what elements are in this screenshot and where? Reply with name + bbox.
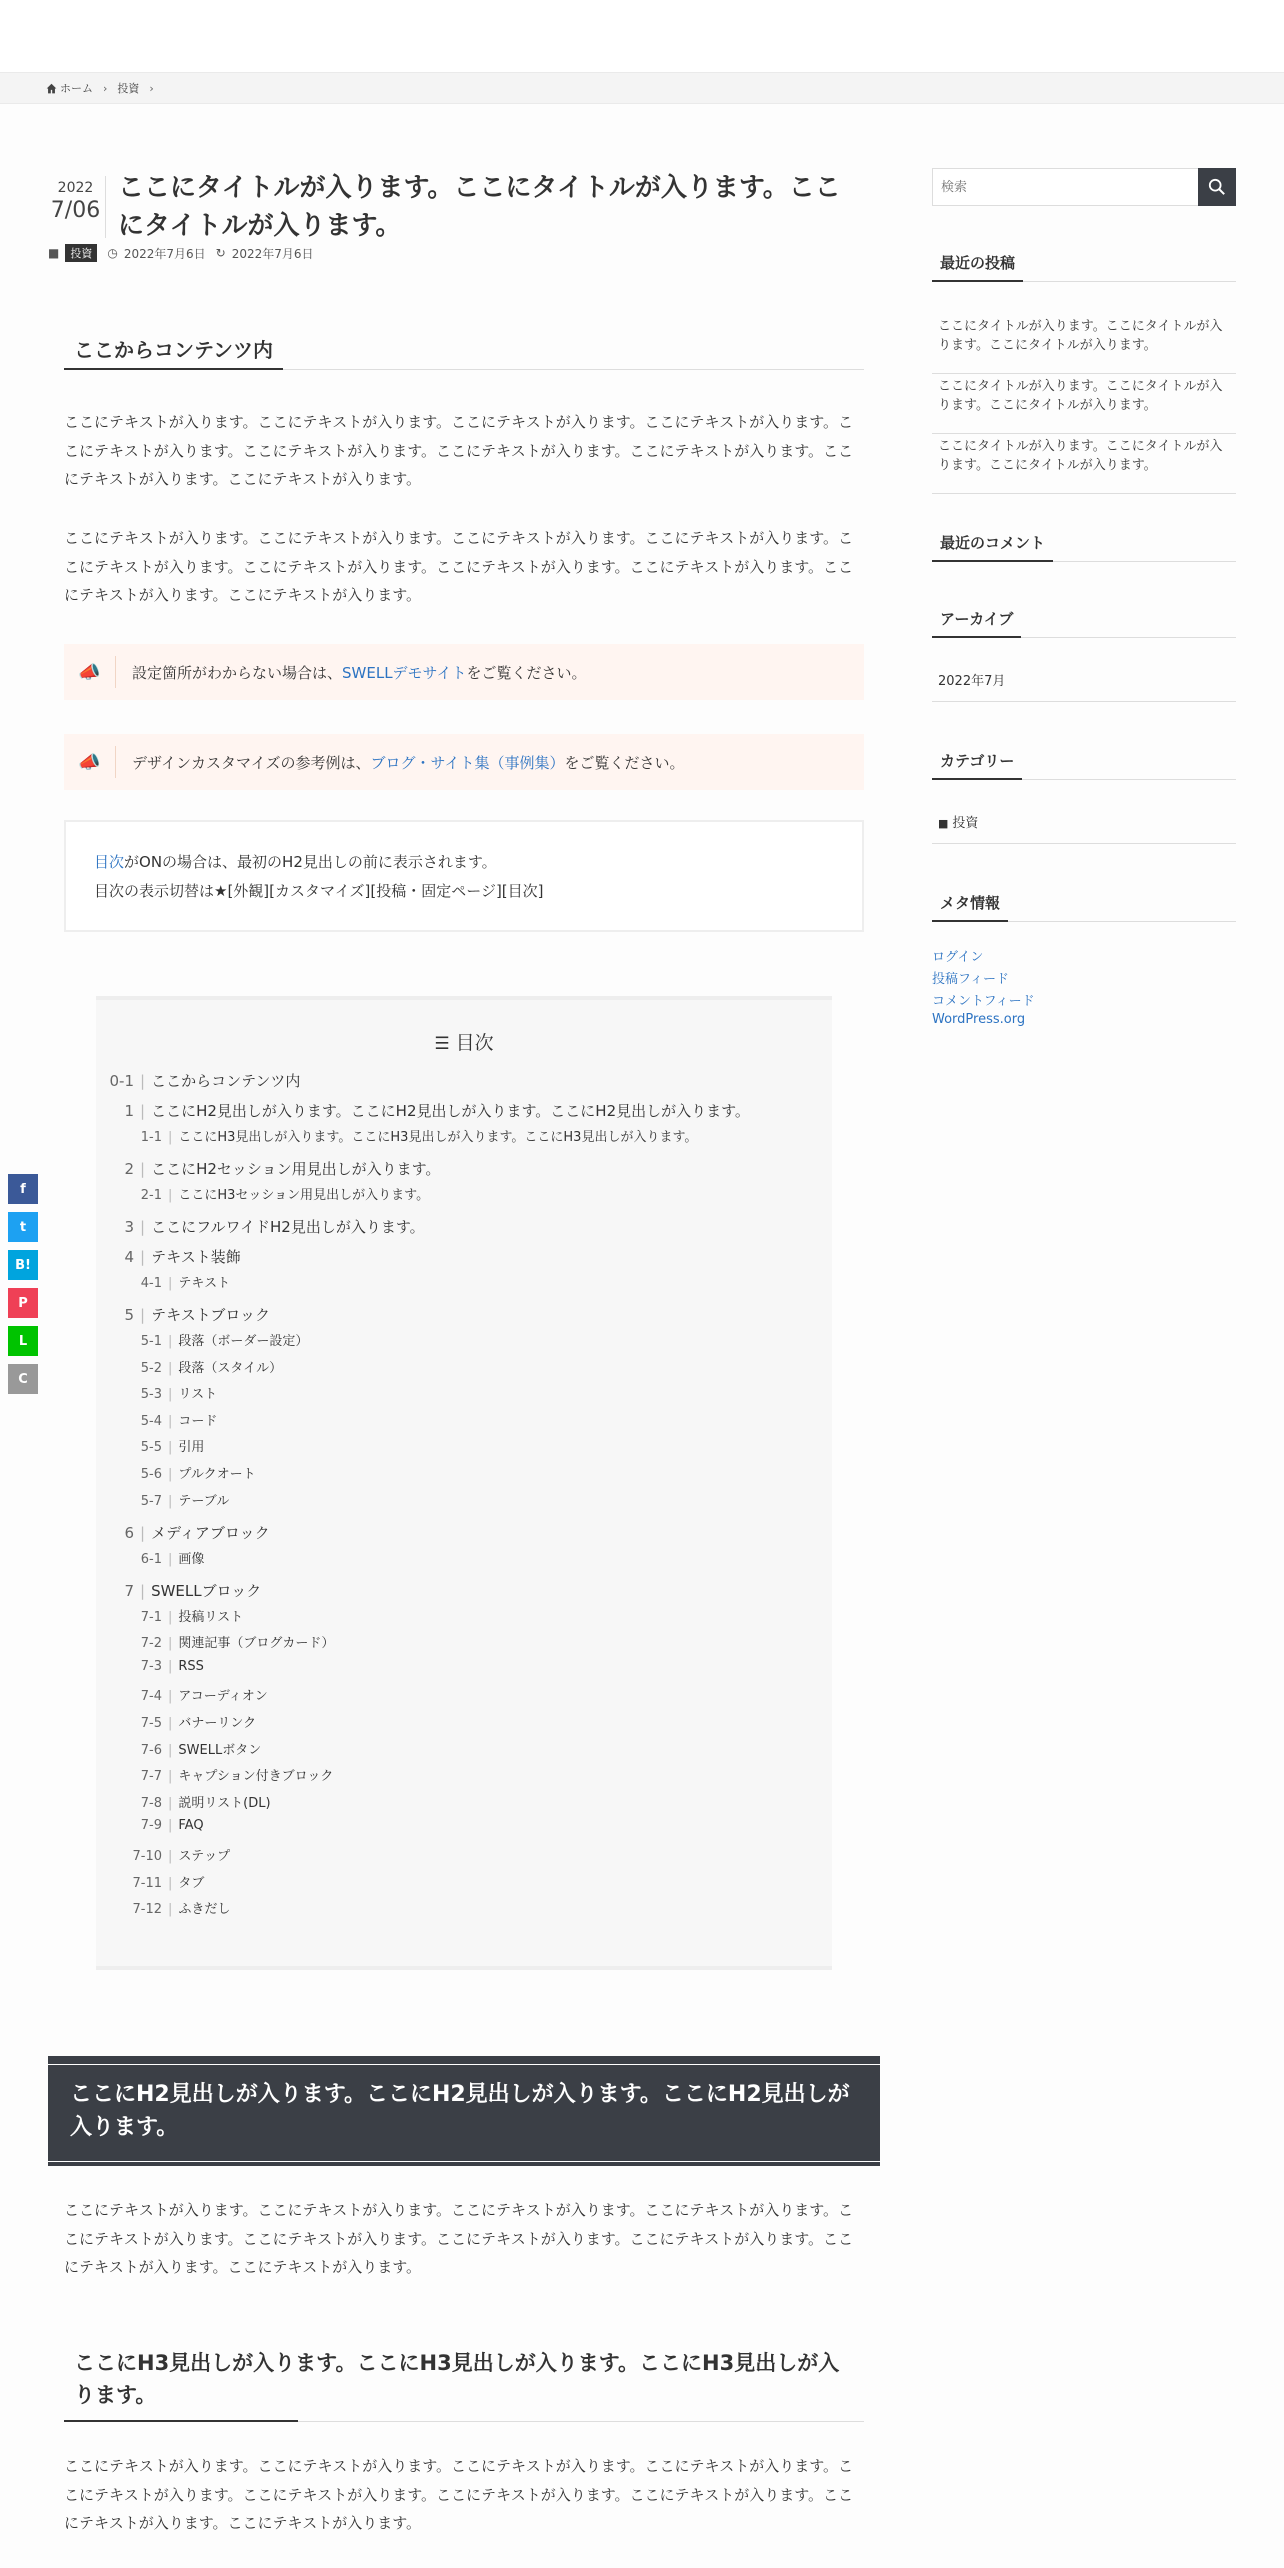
refresh-icon: ↻ xyxy=(215,246,226,260)
post-date-day: 7/06 xyxy=(50,198,101,223)
toc-item-number: 1 xyxy=(124,1102,134,1120)
toc-item-number: 6 xyxy=(124,1523,134,1542)
modified-date: 2022年7月6日 xyxy=(231,246,314,261)
paragraph: ここにテキストが入ります。ここにテキストが入ります。ここにテキストが入ります。ここにテキストが入ります。ここにテキストが入ります。ここにテキストが入ります。ここにテキストが入ります。ここにテキストが入ります。ここにテキストが入ります。ここにテキストが入ります。 xyxy=(64,2457,854,2532)
toc-subitem[interactable] xyxy=(96,1463,256,1482)
paragraph: ここにテキストが入ります。ここにテキストが入ります。ここにテキストが入ります。ここにテキストが入ります。ここにテキストが入ります。ここにテキストが入ります。ここにテキストが入ります。ここにテキストが入ります。ここにテキストが入ります。ここにテキストが入ります。 xyxy=(64,413,854,488)
toc-item-number: 7-8 xyxy=(140,1795,162,1811)
category-item-label: 投資 xyxy=(952,816,979,831)
toc-item-label: ここにフルワイドH2見出しが入ります。 xyxy=(151,1218,425,1236)
toc-item-number: 0-1 xyxy=(109,1072,134,1090)
toc-item[interactable] xyxy=(96,1246,241,1267)
recent-post-title: ここにタイトルが入ります。ここにタイトルが入ります。ここにタイトルが入ります。 xyxy=(938,319,1223,353)
h2-heading xyxy=(48,2056,880,2166)
toc-subitem[interactable] xyxy=(96,1357,282,1376)
h3-heading: ここにH3見出しが入ります。ここにH3見出しが入ります。ここにH3見出しが入ります。 xyxy=(64,2348,864,2422)
toc-item-label: ふきだし xyxy=(178,1902,231,1918)
toc-separator: | xyxy=(140,1306,146,1324)
section-heading-text: ここからコンテンツ内 xyxy=(64,322,283,370)
toc-item-number: 5 xyxy=(124,1306,134,1324)
toc-item-label: タブ xyxy=(178,1875,205,1891)
toc-subitem[interactable] xyxy=(96,1898,230,1917)
breadcrumb xyxy=(0,72,1284,104)
toc-subitem[interactable] xyxy=(96,1410,217,1429)
toc-separator: | xyxy=(168,1636,173,1652)
toc-separator: | xyxy=(168,1440,173,1456)
megaphone-icon: 📣 xyxy=(64,746,116,778)
search-button[interactable] xyxy=(1198,168,1236,206)
toc-item-number: 2-1 xyxy=(140,1188,162,1203)
toc-item-number: 3 xyxy=(124,1218,134,1236)
toc-separator: | xyxy=(140,1248,146,1266)
copy-url-button[interactable] xyxy=(8,1364,38,1394)
toc-subitem[interactable] xyxy=(96,1272,230,1291)
toc-separator: | xyxy=(140,1523,146,1542)
toc-item-label: メディアブロック xyxy=(151,1523,270,1542)
toc-note-line1: がONの場合は、最初のH2見出しの前に表示されます。 xyxy=(124,853,497,871)
toc-item-label: ステップ xyxy=(178,1849,231,1864)
toc-item-label: 引用 xyxy=(178,1440,205,1456)
toc-separator: | xyxy=(168,1360,173,1376)
copy-icon: C xyxy=(18,1371,28,1387)
caption-text-post: をご覧ください。 xyxy=(466,663,587,682)
toc-item-label: 画像 xyxy=(178,1551,205,1567)
toc-subitem[interactable] xyxy=(96,1632,334,1651)
toc-separator: | xyxy=(140,1102,146,1120)
toc-item-number: 4 xyxy=(124,1248,134,1266)
recent-post-item[interactable] xyxy=(932,374,1236,434)
toc-item-label: 投稿リスト xyxy=(178,1609,244,1625)
toc-item-label: FAQ xyxy=(178,1818,204,1834)
twitter-share-button[interactable] xyxy=(8,1212,38,1242)
breadcrumb-home[interactable] xyxy=(46,80,93,96)
toc-item-number: 7-2 xyxy=(140,1636,162,1652)
toc-title-text: 目次 xyxy=(455,1032,494,1054)
caption-text-pre: 設定箇所がわからない場合は、 xyxy=(132,663,343,682)
toc-separator: | xyxy=(168,1689,173,1705)
list-icon: ☰ xyxy=(434,1034,450,1054)
toc-item-label: SWELLボタン xyxy=(178,1742,262,1758)
recent-post-item[interactable] xyxy=(932,434,1236,494)
toc-subitem[interactable] xyxy=(96,1659,204,1674)
toc-separator: | xyxy=(168,1875,173,1891)
toc-item-number: 5-5 xyxy=(140,1440,162,1456)
toc-item-number: 5-4 xyxy=(140,1413,162,1429)
search-icon xyxy=(1208,178,1226,196)
caption-text-pre: デザインカスタマイズの参考例は、 xyxy=(132,753,371,772)
toc-separator: | xyxy=(168,1276,173,1291)
toc-separator: | xyxy=(168,1334,173,1349)
toc-separator: | xyxy=(168,1387,173,1403)
toc-item-number: 1-1 xyxy=(140,1130,162,1145)
toc-subitem[interactable] xyxy=(96,1739,261,1758)
facebook-share-button[interactable] xyxy=(8,1174,38,1204)
examples-link[interactable]: ブログ・サイト集（事例集） xyxy=(370,753,565,772)
caption-text xyxy=(116,752,684,773)
pocket-icon: P xyxy=(18,1295,28,1311)
recent-post-title: ここにタイトルが入ります。ここにタイトルが入ります。ここにタイトルが入ります。 xyxy=(938,379,1223,413)
archive-item[interactable] xyxy=(932,660,1236,702)
toc-separator: | xyxy=(168,1795,173,1811)
h2-heading-text: ここにH2見出しが入ります。ここにH2見出しが入ります。ここにH2見出しが入ります。 xyxy=(70,2082,850,2140)
widget-title-text: 最近のコメント xyxy=(932,522,1053,562)
toc-separator: | xyxy=(168,1769,173,1785)
widget-title-text: アーカイブ xyxy=(932,598,1021,638)
toc-subitem[interactable] xyxy=(96,1765,333,1784)
share-buttons xyxy=(8,1174,38,1402)
toc-item-label: コード xyxy=(178,1413,218,1429)
line-icon: L xyxy=(18,1333,28,1349)
toc-item-number: 5-7 xyxy=(140,1493,162,1509)
toc-item-number: 7 xyxy=(124,1581,134,1600)
h3-heading-underline xyxy=(64,2420,298,2422)
toc-separator: | xyxy=(168,1742,173,1758)
toc-item[interactable] xyxy=(96,1580,261,1601)
toc-separator: | xyxy=(168,1849,173,1864)
toc-title xyxy=(96,1028,832,1055)
toc-item-number: 6-1 xyxy=(140,1551,162,1567)
toc-item-number: 4-1 xyxy=(140,1276,162,1291)
twitter-icon: t xyxy=(19,1219,27,1235)
search-input[interactable] xyxy=(933,169,1198,205)
toc-subitem[interactable] xyxy=(96,1436,204,1455)
category-badge[interactable]: 投資 xyxy=(65,244,97,262)
toc-item-number: 5-3 xyxy=(140,1387,162,1403)
toc-separator: | xyxy=(140,1160,146,1178)
toc-item-number: 7-1 xyxy=(140,1609,162,1625)
facebook-icon: f xyxy=(20,1181,26,1197)
widget-title-text: 最近の投稿 xyxy=(932,242,1023,282)
toc-item-label: キャプション付きブロック xyxy=(178,1769,334,1785)
toc-item[interactable] xyxy=(96,1070,300,1091)
toc-subitem[interactable] xyxy=(96,1792,271,1811)
toc-subitem[interactable] xyxy=(96,1845,230,1864)
hatena-share-button[interactable] xyxy=(8,1250,38,1280)
toc-subitem[interactable] xyxy=(96,1872,204,1891)
widget-title-text: メタ情報 xyxy=(932,882,1008,922)
toc-item-number: 7-3 xyxy=(140,1658,162,1674)
toc-subitem[interactable] xyxy=(96,1126,697,1145)
toc-subitem[interactable] xyxy=(96,1490,229,1509)
toc-item-label: バナーリンク xyxy=(178,1716,257,1731)
meta-login-link[interactable]: ログイン xyxy=(932,950,984,965)
toc-item[interactable] xyxy=(96,1522,270,1543)
toc-item[interactable] xyxy=(96,1158,440,1179)
recent-post-title: ここにタイトルが入ります。ここにタイトルが入ります。ここにタイトルが入ります。 xyxy=(938,439,1223,473)
toc-item[interactable] xyxy=(96,1216,425,1237)
toc-separator: | xyxy=(168,1551,173,1567)
category-item[interactable] xyxy=(932,802,1236,844)
toc-separator: | xyxy=(168,1130,173,1145)
toc-item-label: ここにH2セッション用見出しが入ります。 xyxy=(151,1160,441,1178)
toc-separator: | xyxy=(140,1218,146,1236)
toc-subitem[interactable] xyxy=(96,1330,308,1349)
folder-icon: ■ xyxy=(938,817,949,830)
meta-entries-feed-link[interactable]: 投稿フィード xyxy=(932,972,1009,987)
toc-item-label: プルクオート xyxy=(178,1467,256,1482)
toc-item-number: 7-7 xyxy=(140,1769,162,1785)
toc-item-label: SWELLブロック xyxy=(151,1581,262,1600)
home-icon xyxy=(46,83,57,94)
widget-title-recent-posts xyxy=(932,242,1236,282)
toc-item-label: テキスト装飾 xyxy=(151,1248,241,1266)
info-caption-box xyxy=(64,734,864,790)
toc-item-label: ここにH3見出しが入ります。ここにH3見出しが入ります。ここにH3見出しが入ります。 xyxy=(178,1130,698,1145)
breadcrumb-home-label: ホーム xyxy=(60,82,93,95)
site-header xyxy=(0,0,1284,72)
toc-separator: | xyxy=(168,1658,173,1674)
toc-item-label: アコーディオン xyxy=(178,1689,268,1705)
paragraph: ここにテキストが入ります。ここにテキストが入ります。ここにテキストが入ります。ここにテキストが入ります。ここにテキストが入ります。ここにテキストが入ります。ここにテキストが入ります。ここにテキストが入ります。ここにテキストが入ります。ここにテキストが入ります。 xyxy=(64,529,854,604)
post-date-box xyxy=(46,176,106,238)
widget-title-recent-comments xyxy=(932,522,1236,562)
clock-icon: ◷ xyxy=(107,246,118,260)
toc-item-number: 5-1 xyxy=(140,1334,162,1349)
search-form xyxy=(932,168,1236,206)
toc-subitem[interactable] xyxy=(96,1184,429,1203)
toc-separator: | xyxy=(168,1902,173,1918)
archive-item-label: 2022年7月 xyxy=(938,674,1006,689)
toc-separator: | xyxy=(168,1467,173,1482)
toc-subitem[interactable] xyxy=(96,1548,204,1567)
toc-separator: | xyxy=(168,1413,173,1429)
toc-item-label: 説明リスト(DL) xyxy=(178,1795,271,1811)
chevron-right-icon: › xyxy=(103,81,108,95)
toc-item-label: ここにH3セッション用見出しが入ります。 xyxy=(178,1188,430,1203)
toc-item-number: 7-11 xyxy=(132,1875,162,1891)
info-caption-box xyxy=(64,644,864,700)
toc-item-number: 7-4 xyxy=(140,1689,162,1705)
toc-subitem[interactable] xyxy=(96,1606,243,1625)
widget-title-text: カテゴリー xyxy=(932,740,1022,780)
meta-comments-feed-link[interactable]: コメントフィード xyxy=(932,994,1035,1009)
toc-item[interactable] xyxy=(96,1304,270,1325)
toc-item-label: テーブル xyxy=(178,1493,230,1509)
toc-item-label: 段落（スタイル） xyxy=(178,1360,283,1376)
widget-title-category xyxy=(932,740,1236,780)
toc-item-number: 7-5 xyxy=(140,1716,162,1731)
toc-item-label: 段落（ボーダー設定） xyxy=(178,1334,309,1349)
hatena-icon: B! xyxy=(15,1257,31,1273)
post-date-year: 2022 xyxy=(57,180,94,196)
line-share-button[interactable] xyxy=(8,1326,38,1356)
toc-subitem[interactable] xyxy=(96,1685,268,1704)
paragraph: ここにテキストが入ります。ここにテキストが入ります。ここにテキストが入ります。ここにテキストが入ります。ここにテキストが入ります。ここにテキストが入ります。ここにテキストが入ります。ここにテキストが入ります。ここにテキストが入ります。ここにテキストが入ります。 xyxy=(64,2201,854,2276)
toc-subitem[interactable] xyxy=(96,1712,256,1731)
swell-demo-link[interactable]: SWELLデモサイト xyxy=(342,663,467,682)
toc-note-box xyxy=(64,820,864,932)
post-title: ここにタイトルが入ります。ここにタイトルが入ります。ここにタイトルが入ります。 xyxy=(118,173,841,241)
post-meta xyxy=(48,244,314,262)
recent-post-item[interactable] xyxy=(932,314,1236,374)
megaphone-icon: 📣 xyxy=(64,656,116,688)
toc-note-line2: 目次の表示切替は★[外観][カスタマイズ][投稿・固定ページ][目次] xyxy=(94,881,544,900)
meta-wordpress-link[interactable]: WordPress.org xyxy=(932,1012,1026,1027)
toc-item[interactable] xyxy=(96,1100,750,1121)
toc-separator: | xyxy=(168,1609,173,1625)
toc-item-label: 関連記事（ブログカード） xyxy=(178,1636,335,1652)
toc-item-label: RSS xyxy=(178,1658,204,1674)
toc-item-label: テキスト xyxy=(178,1276,231,1291)
toc-separator: | xyxy=(140,1072,146,1090)
published-date: 2022年7月6日 xyxy=(123,246,206,261)
section-heading xyxy=(64,322,864,370)
h2-heading-border xyxy=(48,2064,880,2162)
toc-item-number: 7-6 xyxy=(140,1742,162,1758)
toc-item-number: 7-12 xyxy=(132,1902,162,1918)
breadcrumb-category[interactable]: 投資 xyxy=(117,82,140,95)
toc-separator: | xyxy=(168,1818,173,1834)
toc-separator: | xyxy=(168,1188,173,1203)
toc-item-label: テキストブロック xyxy=(151,1306,271,1324)
toc-separator: | xyxy=(140,1581,146,1600)
toc-subitem[interactable] xyxy=(96,1818,204,1833)
toc-item-number: 5-6 xyxy=(140,1467,162,1482)
chevron-right-icon: › xyxy=(149,81,154,95)
toc-item-number: 2 xyxy=(124,1160,134,1178)
toc-item-number: 5-2 xyxy=(140,1360,162,1376)
toc-item-number: 7-10 xyxy=(132,1849,162,1864)
toc-item-label: ここからコンテンツ内 xyxy=(151,1072,301,1090)
toc-separator: | xyxy=(168,1716,173,1731)
toc-item-label: リスト xyxy=(178,1387,218,1403)
toc-separator: | xyxy=(168,1493,173,1509)
caption-text-post: をご覧ください。 xyxy=(564,753,685,772)
toc-link[interactable]: 目次 xyxy=(94,853,125,871)
toc-item-number: 7-9 xyxy=(140,1818,162,1834)
table-of-contents xyxy=(96,996,832,1970)
pocket-share-button[interactable] xyxy=(8,1288,38,1318)
widget-title-meta xyxy=(932,882,1236,922)
toc-subitem[interactable] xyxy=(96,1383,217,1402)
toc-item-label: ここにH2見出しが入ります。ここにH2見出しが入ります。ここにH2見出しが入ります。 xyxy=(151,1102,750,1120)
caption-text xyxy=(116,662,587,683)
widget-title-archive xyxy=(932,598,1236,638)
folder-icon: ■ xyxy=(48,246,60,260)
